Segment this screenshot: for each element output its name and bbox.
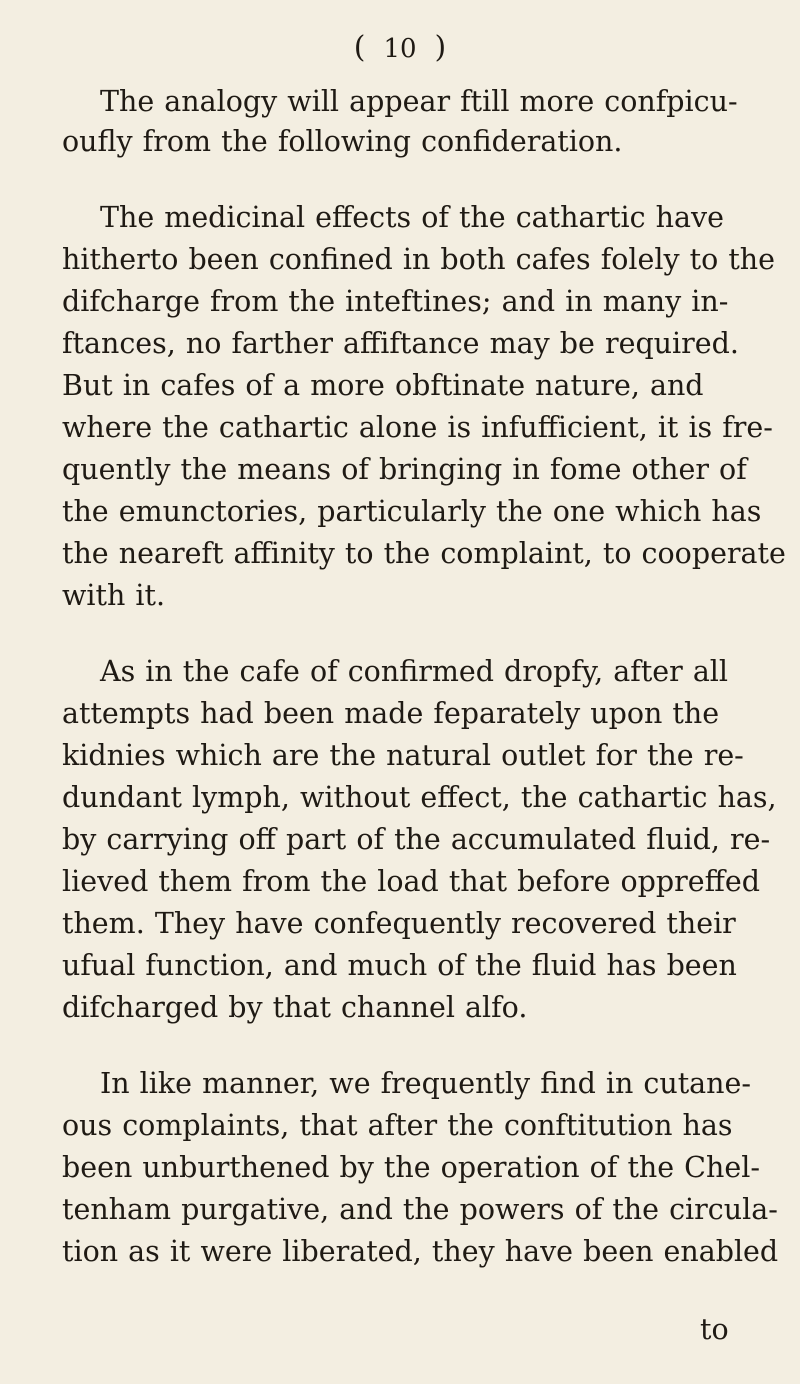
text-line: In like manner, we frequently find in cutane- — [100, 1067, 752, 1100]
text-line: kidnies which are the natural outlet for the re- — [62, 739, 744, 772]
text-line: hitherto been confined in both cafes folely to the — [62, 243, 775, 276]
text-line: The analogy will appear ftill more confpicu- — [100, 85, 738, 118]
text-line: dundant lymph, without effect, the cathartic has, — [62, 781, 777, 814]
text-line: difcharge from the inteftines; and in many in- — [62, 285, 729, 318]
text-line: been unburthened by the operation of the Chel- — [62, 1151, 760, 1184]
text-line: the neareft affinity to the complaint, to cooperate — [62, 537, 786, 570]
text-line: But in cafes of a more obftinate nature, and — [62, 369, 704, 402]
header-paren-left: ( — [353, 30, 366, 65]
text-line: tion as it were liberated, they have been enabled — [62, 1235, 779, 1268]
header-paren-right: ) — [434, 30, 447, 65]
catchword: to — [700, 1313, 729, 1346]
text-line: lieved them from the load that before oppreffed — [62, 865, 761, 898]
text-line: oufly from the following confideration. — [62, 125, 623, 158]
text-line: attempts had been made feparately upon the — [62, 697, 720, 730]
text-line: the emunctories, particularly the one which has — [62, 495, 762, 528]
text-line: ous complaints, that after the conftitution has — [62, 1109, 733, 1142]
text-line: The medicinal effects of the cathartic have — [100, 201, 724, 234]
text-line: difcharged by that channel alfo. — [62, 991, 528, 1024]
text-line: where the cathartic alone is infufficient, it is fre- — [62, 411, 773, 444]
page-header — [0, 30, 800, 65]
text-line: quently the means of bringing in fome other of — [62, 453, 747, 486]
text-line: them. They have confequently recovered their — [62, 907, 736, 940]
text-line: with it. — [62, 579, 166, 612]
text-line: As in the cafe of confirmed dropfy, after all — [100, 655, 729, 688]
text-line: ufual function, and much of the fluid has been — [62, 949, 737, 982]
text-line: tenham purgative, and the powers of the circula- — [62, 1193, 778, 1226]
text-line: ftances, no farther affiftance may be required. — [62, 327, 739, 360]
text-line: by carrying off part of the accumulated fluid, re- — [62, 823, 771, 856]
page-number: 10 — [383, 34, 417, 64]
